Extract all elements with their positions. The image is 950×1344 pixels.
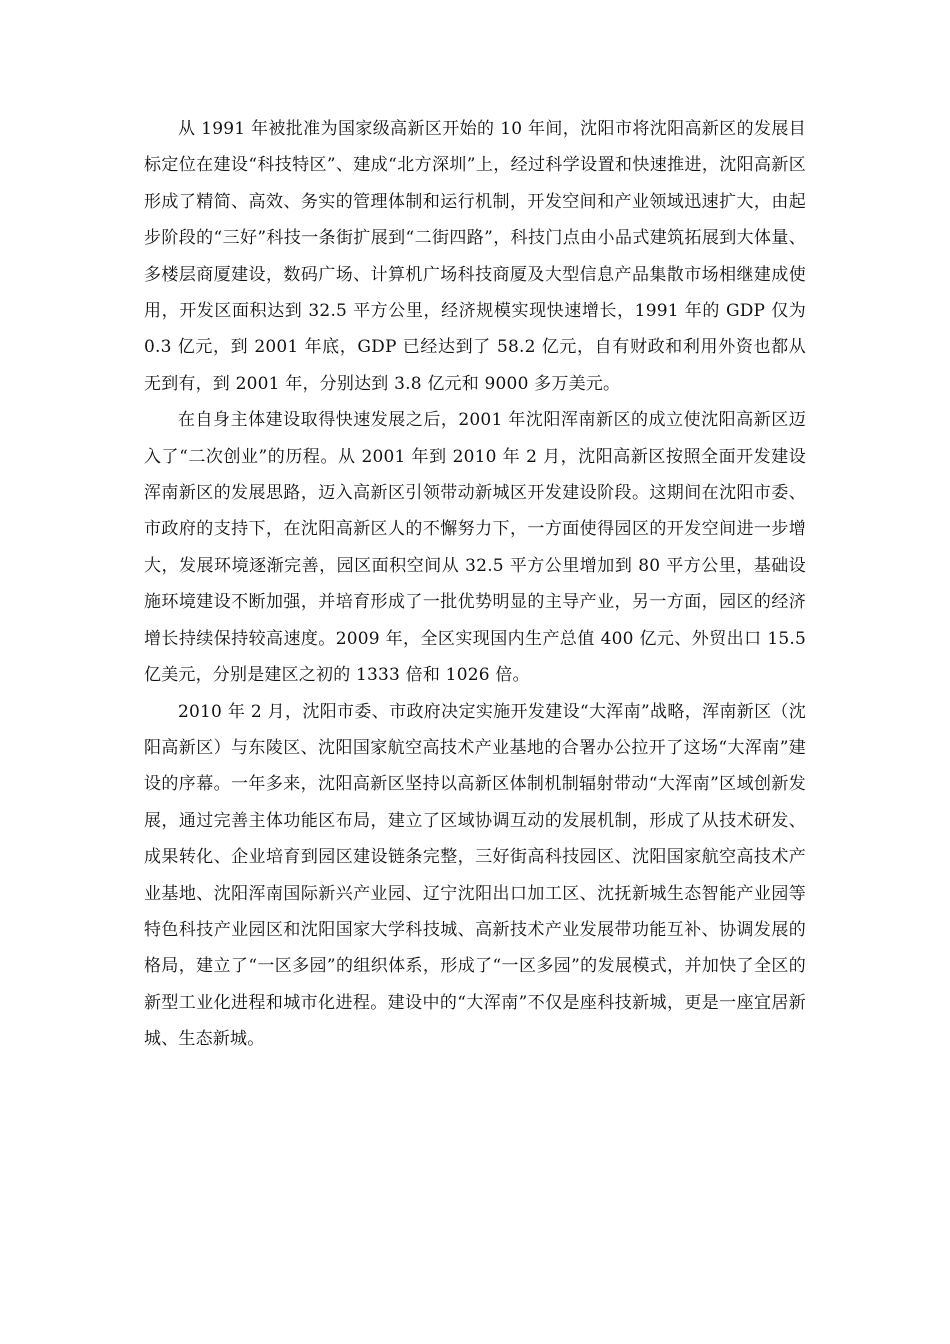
paragraph-2: 在自身主体建设取得快速发展之后，2001 年沈阳浑南新区的成立使沈阳高新区迈入了“二次创业”的历程。从 2001 年到 2010 年 2 月，沈阳高新区按照全面开发建设浑南新区的发展思路，迈入高新区引领带动新城区开发建设阶段。这期间在沈阳市委、市政府的支持下，在沈阳高新区人的不懈努力下，一方面使得园区的开发空间进一步增大，发展环境逐渐完善，园区面积空间从 32.5 平方公里增加到 80 平方公里，基础设施环境建设不断加强，并培育形成了一批优势明显的主导产业，另一方面，园区的经济增长持续保持较高速度。2009 年，全区实现国内生产总值 400 亿元、外贸出口 15.5 亿美元，分别是建区之初的 1333 倍和 1026 倍。 xyxy=(144,410,806,686)
paragraph-3: 2010 年 2 月，沈阳市委、市政府决定实施开发建设“大浑南”战略，浑南新区（沈阳高新区）与东陵区、沈阳国家航空高技术产业基地的合署办公拉开了这场“大浑南”建设的序幕。一年多来，沈阳高新区坚持以高新区体制机制辐射带动“大浑南”区域创新发展，通过完善主体功能区布局，建立了区域协调互动的发展机制，形成了从技术研发、成果转化、企业培育到园区建设链条完整，三好街高科技园区、沈阳国家航空高技术产业基地、沈阳浑南国际新兴产业园、辽宁沈阳出口加工区、沈抚新城生态智能产业园等特色科技产业园区和沈阳国家大学科技城、高新技术产业发展带功能互补、协调发展的格局，建立了“一区多园”的组织体系，形成了“一区多园”的发展模式，并加快了全区的新型工业化进程和城市化进程。建设中的“大浑南”不仅是座科技新城，更是一座宜居新城、生态新城。 xyxy=(144,701,806,1050)
paragraph-1: 从 1991 年被批准为国家级高新区开始的 10 年间，沈阳市将沈阳高新区的发展目标定位在建设“科技特区”、建成“北方深圳”上，经过科学设置和快速推进，沈阳高新区形成了精简、高效、务实的管理体制和运行机制，开发空间和产业领域迅速扩大，由起步阶段的“三好”科技一条街扩展到“二街四路”，科技门点由小品式建筑拓展到大体量、多楼层商厦建设，数码广场、计算机广场科技商厦及大型信息产品集散市场相继建成使用，开发区面积达到 32.5 平方公里，经济规模实现快速增长，1991 年的 GDP 仅为 0.3 亿元，到 2001 年底，GDP 已经达到了 58.2 亿元，自有财政和利用外资也都从无到有，到 2001 年，分别达到 3.8 亿元和 9000 多万美元。 xyxy=(144,119,807,394)
document-body xyxy=(144,111,806,1058)
